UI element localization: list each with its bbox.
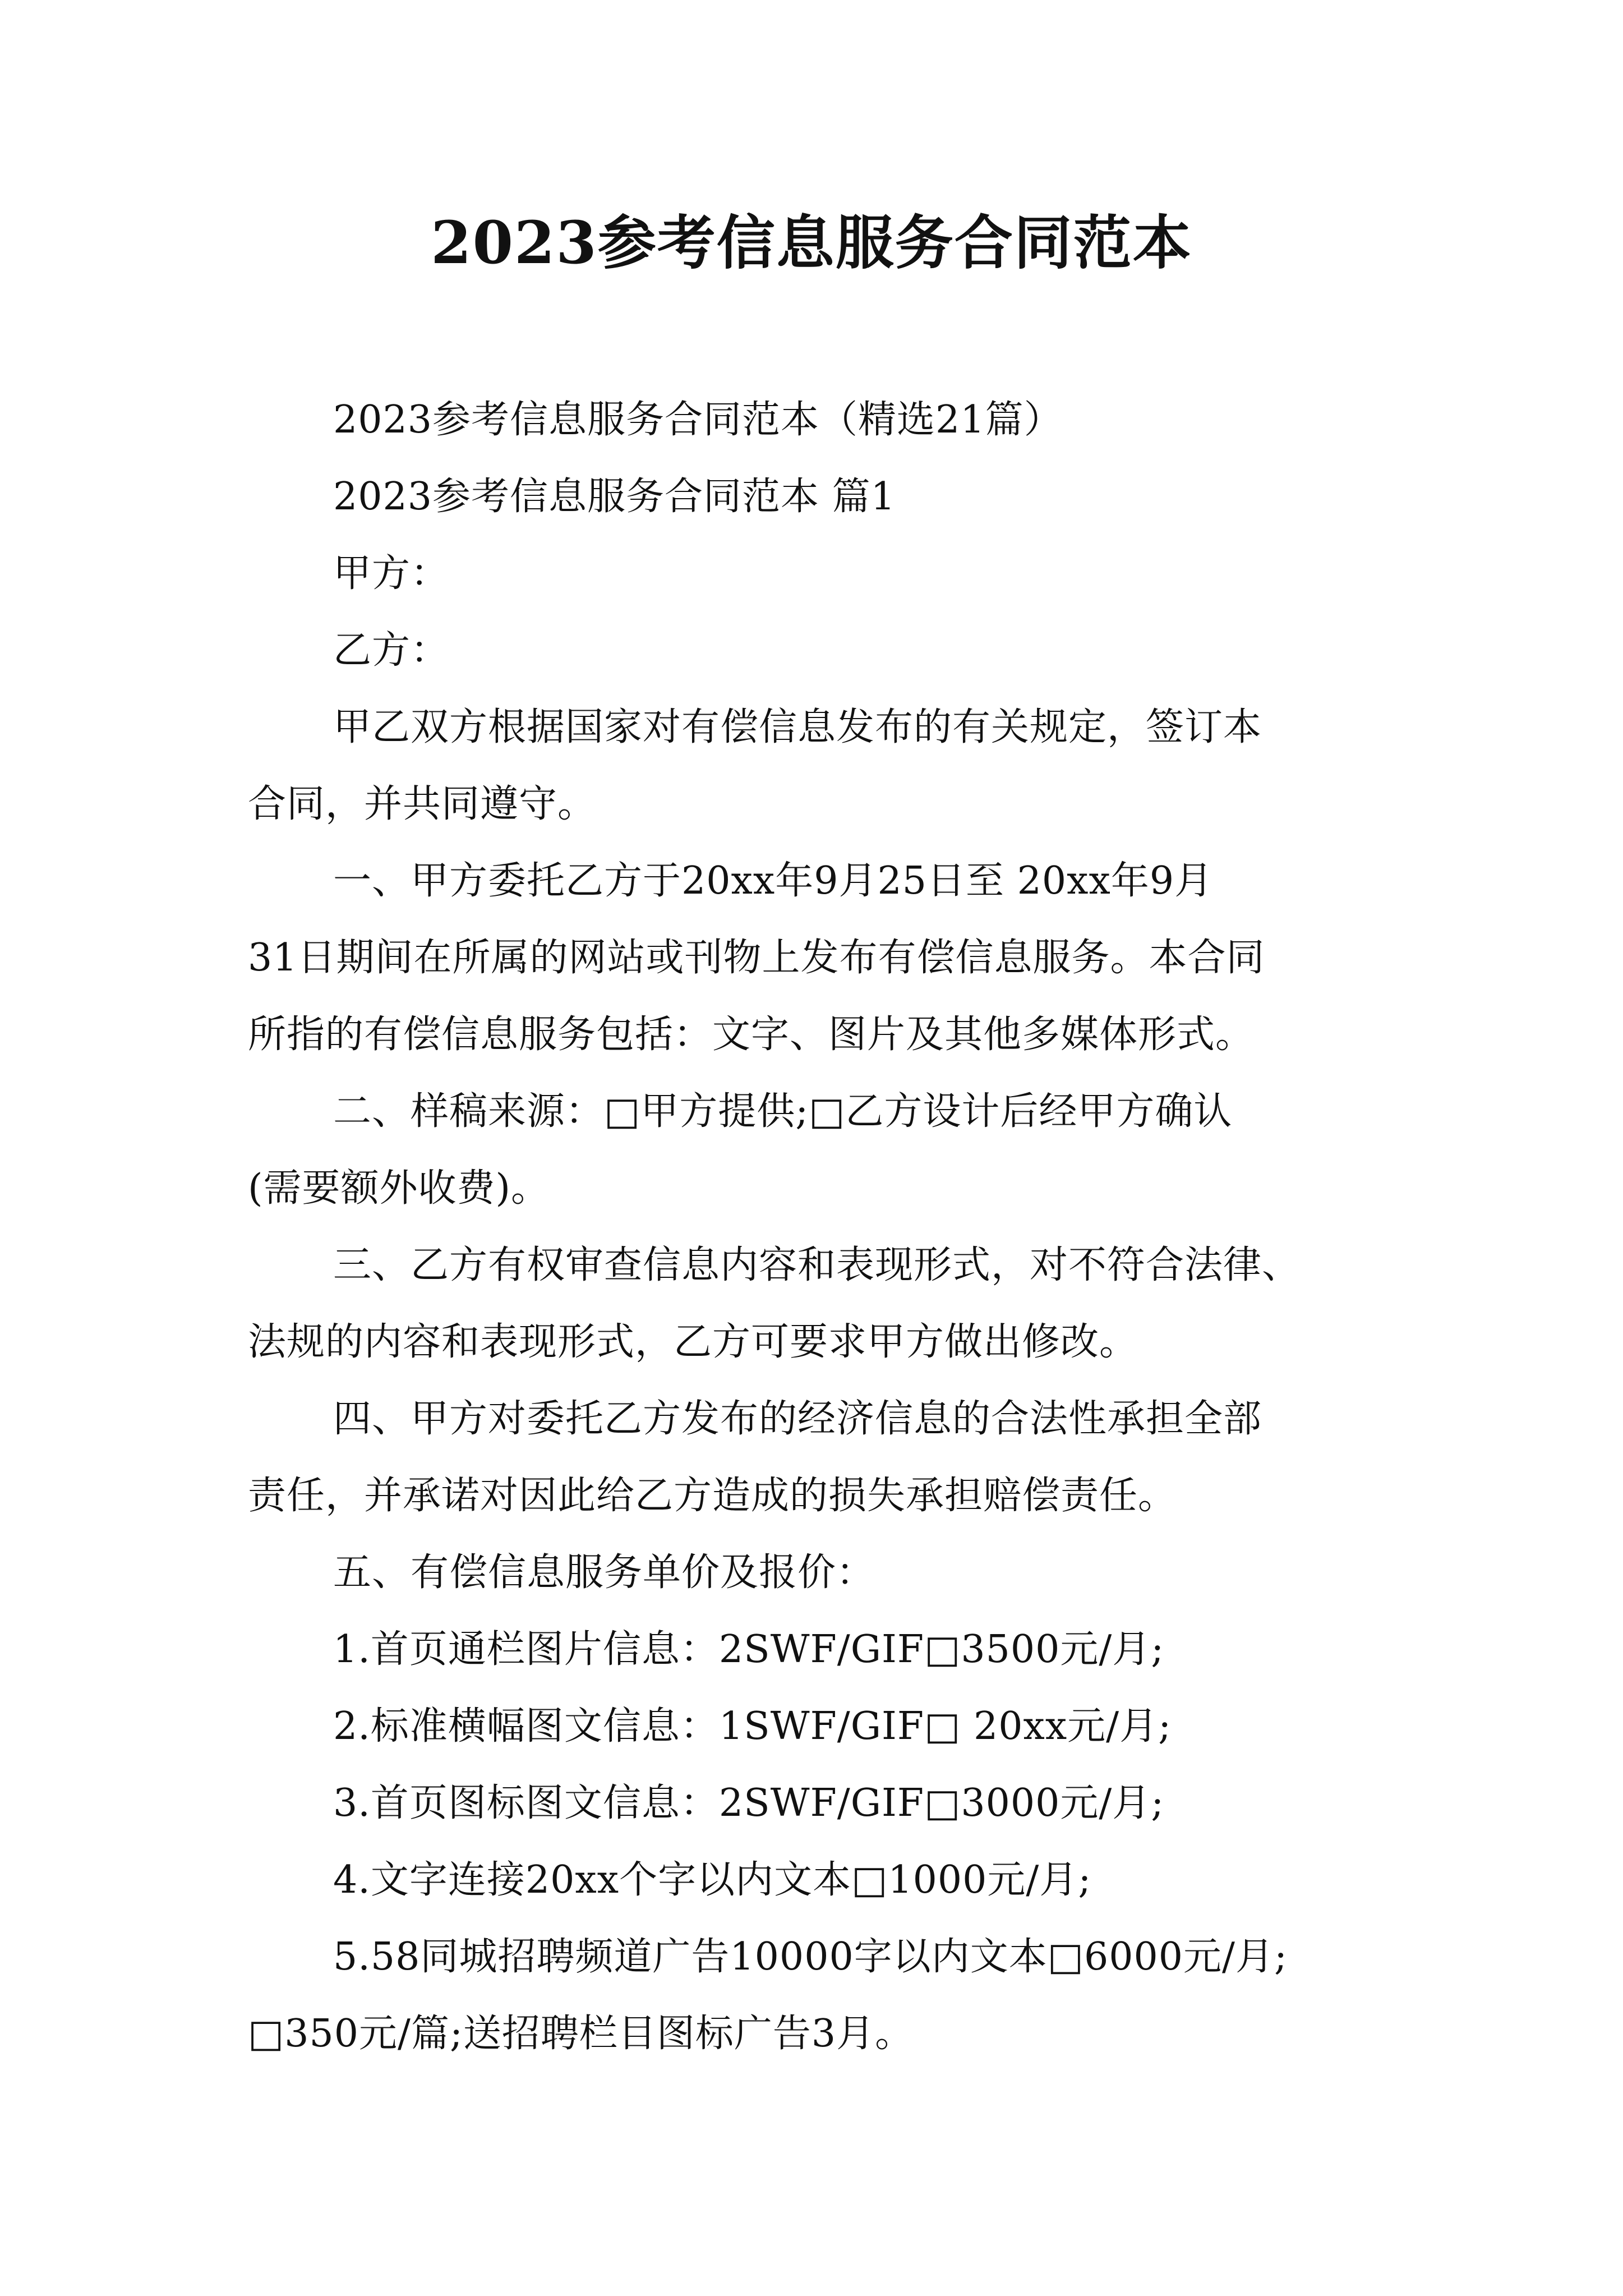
paragraph-line: 所指的有偿信息服务包括：文字、图片及其他多媒体形式。 xyxy=(248,1013,1255,1057)
paragraph-line: 四、甲方对委托乙方发布的经济信息的合法性承担全部 xyxy=(333,1397,1262,1441)
paragraph-line: 31日期间在所属的网站或刊物上发布有偿信息服务。本合同 xyxy=(248,936,1265,980)
paragraph-line: 一、甲方委托乙方于20xx年9月25日至 20xx年9月 xyxy=(333,859,1214,903)
paragraph-clause-4 xyxy=(248,1381,1392,1534)
paragraph-line: 2023参考信息服务合同范本（精选21篇） xyxy=(333,398,1063,442)
paragraph-section-heading xyxy=(248,458,1392,535)
paragraph-line: 合同，并共同遵守。 xyxy=(248,782,597,826)
paragraph-line: 法规的内容和表现形式，乙方可要求甲方做出修改。 xyxy=(248,1320,1138,1364)
paragraph-line: (需要额外收费)。 xyxy=(248,1166,550,1211)
price-item-3 xyxy=(248,1765,1392,1842)
paragraph-line: 2.标准横幅图文信息：1SWF/GIF□ 20xx元/月; xyxy=(333,1704,1172,1749)
paragraph-collection-title xyxy=(248,381,1392,458)
paragraph-clause-3 xyxy=(248,1227,1392,1381)
paragraph-line: 3.首页图标图文信息：2SWF/GIF□3000元/月; xyxy=(333,1781,1165,1825)
paragraph-party-a xyxy=(248,535,1392,612)
paragraph-party-b xyxy=(248,612,1392,689)
paragraph-line: 5.58同城招聘频道广告10000字以内文本□6000元/月; xyxy=(333,1935,1288,1979)
paragraph-line: 责任，并承诺对因此给乙方造成的损失承担赔偿责任。 xyxy=(248,1474,1177,1518)
document-body xyxy=(248,381,1392,2072)
document-title: 2023参考信息服务合同范本 xyxy=(431,208,1192,277)
paragraph-line: 五、有偿信息服务单价及报价： xyxy=(333,1550,875,1595)
paragraph-clause-1 xyxy=(248,843,1392,1073)
paragraph-preamble xyxy=(248,689,1392,843)
paragraph-line: 甲乙双方根据国家对有偿信息发布的有关规定，签订本 xyxy=(333,705,1262,749)
paragraph-line: 二、样稿来源：□甲方提供;□乙方设计后经甲方确认 xyxy=(333,1089,1233,1134)
paragraph-clause-2 xyxy=(248,1073,1392,1227)
paragraph-line: 三、乙方有权审查信息内容和表现形式，对不符合法律、 xyxy=(333,1243,1301,1287)
paragraph-line: □350元/篇;送招聘栏目图标广告3月。 xyxy=(248,2012,914,2056)
paragraph-line: 4.文字连接20xx个字以内文本□1000元/月; xyxy=(333,1858,1092,1902)
price-item-1 xyxy=(248,1611,1392,1688)
paragraph-line: 1.首页通栏图片信息：2SWF/GIF□3500元/月; xyxy=(333,1627,1165,1672)
price-item-4 xyxy=(248,1842,1392,1918)
paragraph-line: 甲方： xyxy=(333,551,450,596)
paragraph-line: 2023参考信息服务合同范本 篇1 xyxy=(333,475,896,519)
paragraph-clause-5 xyxy=(248,1534,1392,1611)
price-item-2 xyxy=(248,1688,1392,1765)
price-item-5 xyxy=(248,1918,1392,2072)
paragraph-line: 乙方： xyxy=(333,628,450,673)
